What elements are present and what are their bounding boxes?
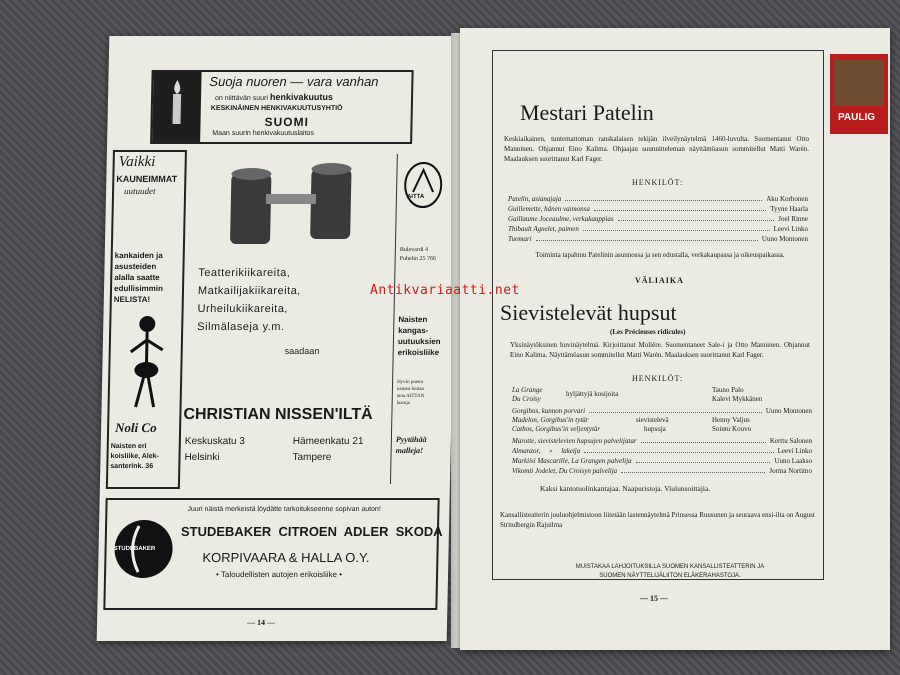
right-page <box>460 28 890 650</box>
insurance-tagline: Maan suurin henkivakuutuslaitos <box>212 130 314 137</box>
group2-desc-line: hupsuja <box>644 425 666 433</box>
optics-item: Urheilukiikareita, <box>197 303 289 315</box>
optics-list <box>197 264 301 336</box>
program-note: Kansallisteatterin jouluohjelmistoon liitetään lastennäytelmä Prinsessa Ruusunen ja seuraava ensi-ilta on August Strindbergin Rajuilma <box>500 511 815 529</box>
actor-name: Uuno Laakso <box>774 457 812 465</box>
insurance-suomi: SUOMI <box>264 115 310 129</box>
play2-description: Yksinäytöksinen huvinäytelmä. Kirjoittanut Molière. Suomentaneet Sale-i ja Otto Manninen. Ohjannut Eino Kalima. Näyttämöasun sommitellut Matti Warén. Maalauksen suorittanut Karl Fager. <box>510 341 810 359</box>
play1-title: Mestari Patelin <box>520 100 654 125</box>
actor-name: Uuno Montonen <box>761 235 808 243</box>
optics-city: Tampere <box>292 452 332 463</box>
aitta-small <box>397 379 425 407</box>
insurance-line2-strong: henkivakuutus <box>269 92 334 102</box>
open-booklet <box>95 28 895 658</box>
actor-name: Tyyne Haarla <box>770 205 808 213</box>
car-dealer: KORPIVAARA & HALLA O.Y. <box>202 550 370 565</box>
insurance-ad <box>150 70 414 144</box>
actor-name: Tauno Palo <box>712 386 744 394</box>
dot-leader <box>565 194 762 201</box>
cast-row <box>508 214 808 224</box>
cast-row <box>512 406 812 416</box>
actor-name: Sointu Kouvo <box>712 425 752 433</box>
dot-leader <box>583 224 770 231</box>
aitta-heading-line: Naisten <box>398 315 428 324</box>
role-name: Almanzor, » lakeija <box>512 447 581 455</box>
aitta-ad <box>390 154 450 484</box>
noli-logo: Noli Co <box>114 420 157 435</box>
optics-address: Keskuskatu 3 <box>184 436 246 447</box>
optics-saadaan: saadaan <box>284 346 320 356</box>
dot-leader <box>618 214 775 221</box>
vaikki-body-line: NELISTA! <box>113 295 151 304</box>
dot-leader <box>589 406 762 413</box>
role-name: La Grange <box>512 386 543 394</box>
dot-leader <box>621 466 765 473</box>
aitta-closing <box>396 434 427 456</box>
cast-row <box>508 224 808 234</box>
cast-row <box>512 456 812 466</box>
candle-image <box>152 72 201 142</box>
paulig-sticker <box>830 54 888 134</box>
aitta-small-line: Hyvin puetta <box>397 380 424 385</box>
play2-title: Sievistelevät hupsut <box>500 300 677 325</box>
vaikki-body-line: kankaiden ja <box>114 251 163 260</box>
aitta-heading-line: kangas- <box>398 326 429 335</box>
vaikki-uutuudet: uutuudet <box>123 186 156 196</box>
group1-description: hyljättyjä kosijoita <box>566 390 619 398</box>
insurance-line2-prefix: on niittävän suuri <box>214 95 269 102</box>
insurance-slogan: Suoja nuoren — vara vanhan <box>209 74 379 89</box>
vaikki-body-line: asusteiden <box>114 262 157 271</box>
play1-cast-list <box>508 194 808 244</box>
actor-name: Jorma Nortimo <box>769 467 812 475</box>
aitta-small-line: nainen hoitaa <box>396 387 424 392</box>
aitta-closing-line: Pyytähää <box>395 435 427 444</box>
cars-ad <box>103 498 443 610</box>
actor-name: Kalevi Mykkänen <box>712 395 763 403</box>
role-name: Markiisi Mascarille, La Grangen palvelija <box>512 457 632 465</box>
optics-item: Teatterikiikareita, <box>198 267 291 279</box>
aitta-closing-line: malleja! <box>395 446 424 455</box>
coffee-image <box>834 60 884 106</box>
optics-item: Silmälaseja y.m. <box>197 321 285 333</box>
cars-intro: Juuri näistä merkeistä löydätte tarkoitukseenne sopivan auton! <box>187 506 381 513</box>
play2-subtitle: (Les Précieuses ridicules) <box>610 328 686 336</box>
vaikki-kauneimmat: KAUNEIMMAT <box>116 174 178 184</box>
vaikki-ad <box>106 150 187 489</box>
group2-actors <box>712 416 751 434</box>
vaikki-footer-line: Naisten eri <box>110 443 147 450</box>
group1-actors <box>712 386 762 404</box>
aitta-address-line: Bulevardi 4 <box>399 247 429 253</box>
play1-setting: Toiminta tapahtuu Patelinin asunnossa ja sen edustalla, verkakaupassa ja oikeuspaikassa. <box>535 251 785 259</box>
dot-leader <box>584 446 773 453</box>
insurance-line2 <box>215 92 333 102</box>
play2-cast-list-a <box>512 406 812 416</box>
aitta-logo-text: AITTA <box>406 194 425 200</box>
binoculars-icon <box>225 159 357 249</box>
footer-line: SUOMEN NÄYTTELIJÄLIITON ELÄKERAHASTOJA. <box>599 573 741 579</box>
group2-desc-line: sievistelevä <box>636 416 669 424</box>
optics-ad <box>182 154 389 484</box>
studebaker-logo-text: STUDEBAKER <box>113 546 156 552</box>
paulig-label: PAULIG <box>838 112 876 123</box>
cast-row <box>508 234 808 244</box>
play1-cast-heading: HENKILÖT: <box>632 178 684 187</box>
vaikki-body-line: alalla saatte <box>114 273 160 282</box>
dot-leader <box>641 436 766 443</box>
actor-name: Kerttu Salonen <box>769 437 812 445</box>
cast-row <box>508 204 808 214</box>
actor-name: Aku Korhonen <box>766 195 808 203</box>
vaikki-body-line: edullisimmin <box>113 284 164 293</box>
group1-roles <box>512 386 543 404</box>
woman-figure-icon <box>115 312 173 422</box>
vaikki-footer <box>110 442 159 472</box>
optics-city: Helsinki <box>184 452 220 463</box>
role-name: Madelon, Gorgibus'in tytär <box>512 416 589 424</box>
optics-item: Matkailijakiikareita, <box>197 285 301 297</box>
role-name: Gorgibus, kunnon porvari <box>512 407 586 415</box>
role-name: Thibault Agnelet, paimen <box>508 225 579 233</box>
page-number-right: — 15 — <box>640 594 668 603</box>
vaikki-title: Vaikki <box>118 154 156 170</box>
insurance-company: KESKINÄINEN HENKIVAKUUTUSYHTIÖ <box>210 105 343 112</box>
aitta-small-line: aina AITTAN <box>396 394 425 399</box>
optics-address: Hämeenkatu 21 <box>292 436 364 447</box>
dot-leader <box>636 456 771 463</box>
vaikki-footer-line: santerink. 36 <box>110 463 154 470</box>
car-brands: STUDEBAKER CITROEN ADLER SKODA <box>180 524 443 539</box>
role-name: Guillaume Joceaulme, verkakauppias <box>508 215 614 223</box>
aitta-address <box>400 246 437 264</box>
actor-name: Joel Rinne <box>778 215 808 223</box>
optics-company: CHRISTIAN NISSEN'ILTÄ <box>183 406 373 423</box>
intermission: VÄLIAIKA <box>635 276 684 285</box>
cast-row <box>508 194 808 204</box>
vaikki-footer-line: koisliike, Alek- <box>110 453 159 460</box>
role-name: Vikomti Jodelet, Du Croisyn palvelija <box>512 467 618 475</box>
play2-extras: Kaksi kantotuolinkantajaa. Naapuristoja. Viulunsoittajia. <box>540 484 711 493</box>
play2-cast-heading: HENKILÖT: <box>632 374 684 383</box>
aitta-heading <box>398 314 442 358</box>
candle-icon <box>152 72 201 142</box>
actor-name: Henny Valjus <box>712 416 750 424</box>
dot-leader <box>594 204 766 211</box>
role-name: Tuomari <box>508 235 532 243</box>
aitta-address-line: Puhelin 25 766 <box>399 256 437 262</box>
actor-name: Uuno Montonen <box>765 407 812 415</box>
vaikki-body <box>114 250 164 305</box>
role-name: Cathos, Gorgibus'in veljentytär <box>512 425 601 433</box>
cast-row <box>512 466 812 476</box>
left-page <box>97 36 460 641</box>
cast-row <box>512 436 812 446</box>
role-name: Guillemette, hänen vaimonsa <box>508 205 590 213</box>
actor-name: Leevi Linko <box>777 447 812 455</box>
footer-note <box>520 563 820 581</box>
watermark: Antikvariaatti.net <box>370 283 520 298</box>
aitta-heading-line: uutuuksien <box>397 337 441 346</box>
aitta-small-line: laatuja <box>396 401 411 406</box>
aitta-logo-icon <box>403 162 444 208</box>
page-number-left: — 14 — <box>246 618 276 627</box>
play1-description: Keskiaikainen, tuntemattoman ranskalaisen tekijän ilveilynäytelmä 1460-luvulta. Suomentanut Otto Manninen. Ohjannut Eino Kalima. Ohjaajan suunnitteleman näyttämöasun sommitellut Matti Warén. Maalauksen suorittanut Karl Fager. <box>504 135 809 163</box>
play2-cast-list-b <box>512 436 812 476</box>
role-name: Patelin, asianajaja <box>508 195 562 203</box>
actor-name: Leevi Linko <box>773 225 808 233</box>
car-tagline: • Taloudellisten autojen erikoisliike • <box>215 570 343 579</box>
role-name: Du Croisy <box>512 395 541 403</box>
aitta-heading-line: erikoisliike <box>397 348 440 357</box>
role-name: Marotte, sievistelevien hupsujen palvelijatar <box>512 437 637 445</box>
group2-roles <box>512 416 600 434</box>
footer-line: MUISTAKAA LAHJOITUKSILLA SUOMEN KANSALLISTEATTERIN JA <box>575 564 765 570</box>
group2-description <box>636 416 669 434</box>
cast-row <box>512 446 812 456</box>
dot-leader <box>536 234 758 241</box>
